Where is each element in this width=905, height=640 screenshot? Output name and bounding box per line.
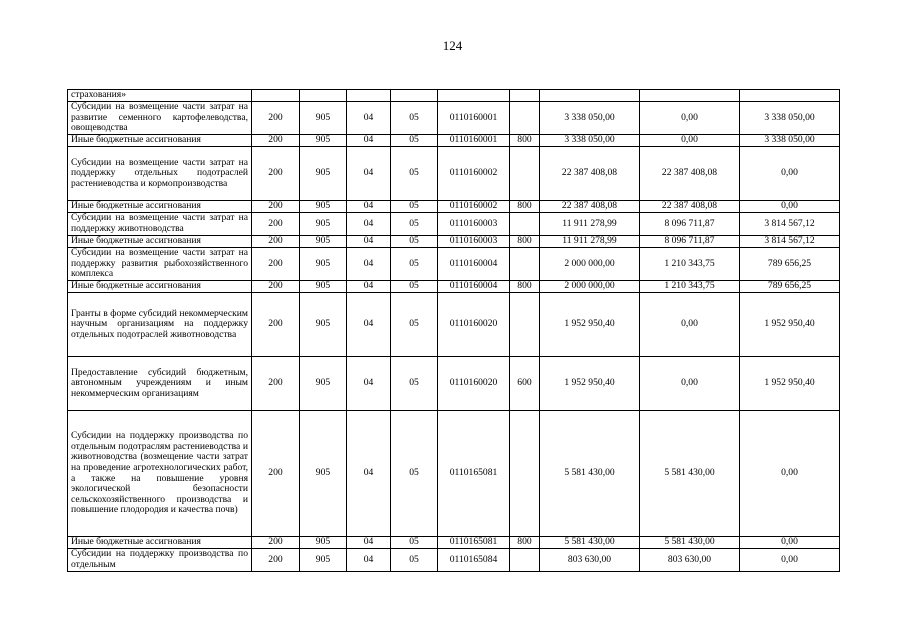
cell-target-article: 0110160020	[438, 357, 510, 411]
cell-amount-regional: 789 656,25	[740, 248, 840, 281]
cell-code-1: 200	[252, 549, 300, 572]
cell-amount-federal: 0,00	[640, 293, 740, 357]
cell-amount-total: 22 387 408,08	[540, 147, 640, 201]
cell-amount-federal: 0,00	[640, 102, 740, 135]
cell-subsection: 05	[391, 147, 438, 201]
cell-code-1: 200	[252, 102, 300, 135]
cell-amount-federal: 1 210 343,75	[640, 248, 740, 281]
cell-ministry: 905	[300, 281, 347, 293]
table-row	[68, 411, 840, 537]
row-name: Субсидии на возмещение части затрат на поддержку развития рыбохозяйственного комплекса	[68, 248, 252, 281]
cell-ministry: 905	[300, 201, 347, 213]
cell-code-1: 200	[252, 248, 300, 281]
cell-target-article: 0110165081	[438, 537, 510, 549]
cell-amount-total: 2 000 000,00	[540, 281, 640, 293]
cell-amount-regional: 3 814 567,12	[740, 236, 840, 248]
cell-amount-regional: 1 952 950,40	[740, 357, 840, 411]
cell-section: 04	[347, 281, 391, 293]
cell-code-1: 200	[252, 281, 300, 293]
row-name: Субсидии на возмещение части затрат на развитие семенного картофелеводства, овощеводства	[68, 102, 252, 135]
cell-amount-total: 3 338 050,00	[540, 102, 640, 135]
cell-amount-regional: 3 338 050,00	[740, 135, 840, 147]
cell-amount-regional	[740, 90, 840, 102]
cell-section: 04	[347, 537, 391, 549]
cell-target-article: 0110160001	[438, 135, 510, 147]
cell-target-article: 0110160002	[438, 147, 510, 201]
cell-amount-regional: 0,00	[740, 549, 840, 572]
cell-expense-type: 800	[510, 201, 540, 213]
cell-subsection: 05	[391, 201, 438, 213]
cell-amount-total: 803 630,00	[540, 549, 640, 572]
table-row	[68, 213, 840, 236]
cell-expense-type	[510, 90, 540, 102]
cell-amount-federal: 8 096 711,87	[640, 213, 740, 236]
cell-code-1: 200	[252, 147, 300, 201]
cell-expense-type	[510, 147, 540, 201]
cell-target-article: 0110160003	[438, 236, 510, 248]
table-row	[68, 201, 840, 213]
row-name: Иные бюджетные ассигнования	[68, 537, 252, 549]
cell-target-article	[438, 90, 510, 102]
cell-code-1: 200	[252, 357, 300, 411]
cell-target-article: 0110160002	[438, 201, 510, 213]
cell-subsection: 05	[391, 213, 438, 236]
cell-amount-regional: 3 338 050,00	[740, 102, 840, 135]
cell-amount-regional: 0,00	[740, 201, 840, 213]
cell-amount-total: 11 911 278,99	[540, 213, 640, 236]
table-row	[68, 90, 840, 102]
page-number: 124	[442, 38, 463, 53]
cell-subsection: 05	[391, 357, 438, 411]
table-row	[68, 147, 840, 201]
cell-subsection: 05	[391, 549, 438, 572]
cell-subsection: 05	[391, 236, 438, 248]
cell-amount-total: 1 952 950,40	[540, 293, 640, 357]
cell-amount-federal: 803 630,00	[640, 549, 740, 572]
cell-expense-type: 800	[510, 537, 540, 549]
row-name: страхования»	[68, 90, 252, 102]
cell-ministry: 905	[300, 147, 347, 201]
cell-ministry: 905	[300, 537, 347, 549]
cell-ministry: 905	[300, 135, 347, 147]
row-name: Иные бюджетные ассигнования	[68, 281, 252, 293]
cell-expense-type	[510, 411, 540, 537]
table-row	[68, 357, 840, 411]
cell-amount-regional: 1 952 950,40	[740, 293, 840, 357]
cell-expense-type	[510, 102, 540, 135]
cell-subsection	[391, 90, 438, 102]
cell-amount-total: 22 387 408,08	[540, 201, 640, 213]
cell-subsection: 05	[391, 248, 438, 281]
cell-code-1: 200	[252, 537, 300, 549]
cell-ministry: 905	[300, 357, 347, 411]
cell-amount-total: 5 581 430,00	[540, 537, 640, 549]
cell-amount-federal	[640, 90, 740, 102]
cell-expense-type	[510, 293, 540, 357]
cell-section: 04	[347, 135, 391, 147]
cell-target-article: 0110160004	[438, 248, 510, 281]
cell-target-article: 0110160001	[438, 102, 510, 135]
cell-amount-total: 11 911 278,99	[540, 236, 640, 248]
cell-amount-total: 2 000 000,00	[540, 248, 640, 281]
cell-amount-regional: 0,00	[740, 411, 840, 537]
cell-amount-regional: 0,00	[740, 537, 840, 549]
cell-ministry: 905	[300, 236, 347, 248]
row-name: Иные бюджетные ассигнования	[68, 236, 252, 248]
cell-expense-type: 800	[510, 236, 540, 248]
cell-amount-federal: 0,00	[640, 135, 740, 147]
row-name: Субсидии на возмещение части затрат на поддержку отдельных подотраслей растениеводства и кормопроизводства	[68, 147, 252, 201]
cell-amount-federal: 5 581 430,00	[640, 411, 740, 537]
cell-amount-federal: 5 581 430,00	[640, 537, 740, 549]
table-row	[68, 236, 840, 248]
cell-section: 04	[347, 147, 391, 201]
cell-section: 04	[347, 248, 391, 281]
row-name: Субсидии на возмещение части затрат на поддержку животноводства	[68, 213, 252, 236]
cell-section: 04	[347, 411, 391, 537]
cell-amount-federal: 22 387 408,08	[640, 201, 740, 213]
cell-section: 04	[347, 213, 391, 236]
cell-target-article: 0110160004	[438, 281, 510, 293]
cell-target-article: 0110165084	[438, 549, 510, 572]
cell-ministry: 905	[300, 293, 347, 357]
table-row	[68, 281, 840, 293]
row-name: Предоставление субсидий бюджетным, автономным учреждениям и иным некоммерческим организациям	[68, 357, 252, 411]
cell-code-1: 200	[252, 293, 300, 357]
cell-code-1: 200	[252, 213, 300, 236]
cell-amount-total: 3 338 050,00	[540, 135, 640, 147]
cell-code-1: 200	[252, 135, 300, 147]
cell-amount-federal: 0,00	[640, 357, 740, 411]
table-row	[68, 293, 840, 357]
row-name: Субсидии на поддержку производства по отдельным	[68, 549, 252, 572]
cell-section: 04	[347, 293, 391, 357]
cell-expense-type	[510, 549, 540, 572]
cell-amount-regional: 0,00	[740, 147, 840, 201]
cell-amount-total	[540, 90, 640, 102]
cell-ministry: 905	[300, 248, 347, 281]
cell-subsection: 05	[391, 135, 438, 147]
table-row	[68, 135, 840, 147]
cell-amount-federal: 1 210 343,75	[640, 281, 740, 293]
cell-ministry: 905	[300, 102, 347, 135]
cell-subsection: 05	[391, 281, 438, 293]
cell-section: 04	[347, 236, 391, 248]
table-row	[68, 537, 840, 549]
cell-amount-federal: 8 096 711,87	[640, 236, 740, 248]
cell-ministry: 905	[300, 549, 347, 572]
cell-ministry: 905	[300, 213, 347, 236]
row-name: Гранты в форме субсидий некоммерческим научным организациям на поддержку отдельных подотраслей животноводства	[68, 293, 252, 357]
cell-amount-regional: 789 656,25	[740, 281, 840, 293]
cell-target-article: 0110160020	[438, 293, 510, 357]
cell-expense-type	[510, 213, 540, 236]
cell-section	[347, 90, 391, 102]
cell-expense-type: 800	[510, 135, 540, 147]
cell-section: 04	[347, 201, 391, 213]
cell-target-article: 0110160003	[438, 213, 510, 236]
row-name: Иные бюджетные ассигнования	[68, 201, 252, 213]
cell-code-1: 200	[252, 411, 300, 537]
cell-amount-federal: 22 387 408,08	[640, 147, 740, 201]
cell-subsection: 05	[391, 411, 438, 537]
table-row	[68, 549, 840, 572]
cell-section: 04	[347, 357, 391, 411]
cell-code-1: 200	[252, 236, 300, 248]
cell-section: 04	[347, 102, 391, 135]
cell-section: 04	[347, 549, 391, 572]
cell-subsection: 05	[391, 537, 438, 549]
cell-amount-total: 1 952 950,40	[540, 357, 640, 411]
cell-subsection: 05	[391, 293, 438, 357]
cell-expense-type	[510, 248, 540, 281]
cell-ministry	[300, 90, 347, 102]
cell-ministry: 905	[300, 411, 347, 537]
row-name: Иные бюджетные ассигнования	[68, 135, 252, 147]
row-name: Субсидии на поддержку производства по отдельным подотраслям растениеводства и животноводства (возмещение части затрат на проведение агротехнологических работ, а также на повышение уровня экологической безопасности сельскохозяйственного производства и повышение плодородия и качества почв)	[68, 411, 252, 537]
cell-code-1: 200	[252, 201, 300, 213]
cell-amount-total: 5 581 430,00	[540, 411, 640, 537]
cell-subsection: 05	[391, 102, 438, 135]
cell-amount-regional: 3 814 567,12	[740, 213, 840, 236]
table-body	[68, 90, 840, 572]
cell-expense-type: 800	[510, 281, 540, 293]
cell-code-1	[252, 90, 300, 102]
table-row	[68, 248, 840, 281]
cell-expense-type: 600	[510, 357, 540, 411]
table-row	[68, 102, 840, 135]
cell-target-article: 0110165081	[438, 411, 510, 537]
budget-table	[67, 89, 840, 572]
